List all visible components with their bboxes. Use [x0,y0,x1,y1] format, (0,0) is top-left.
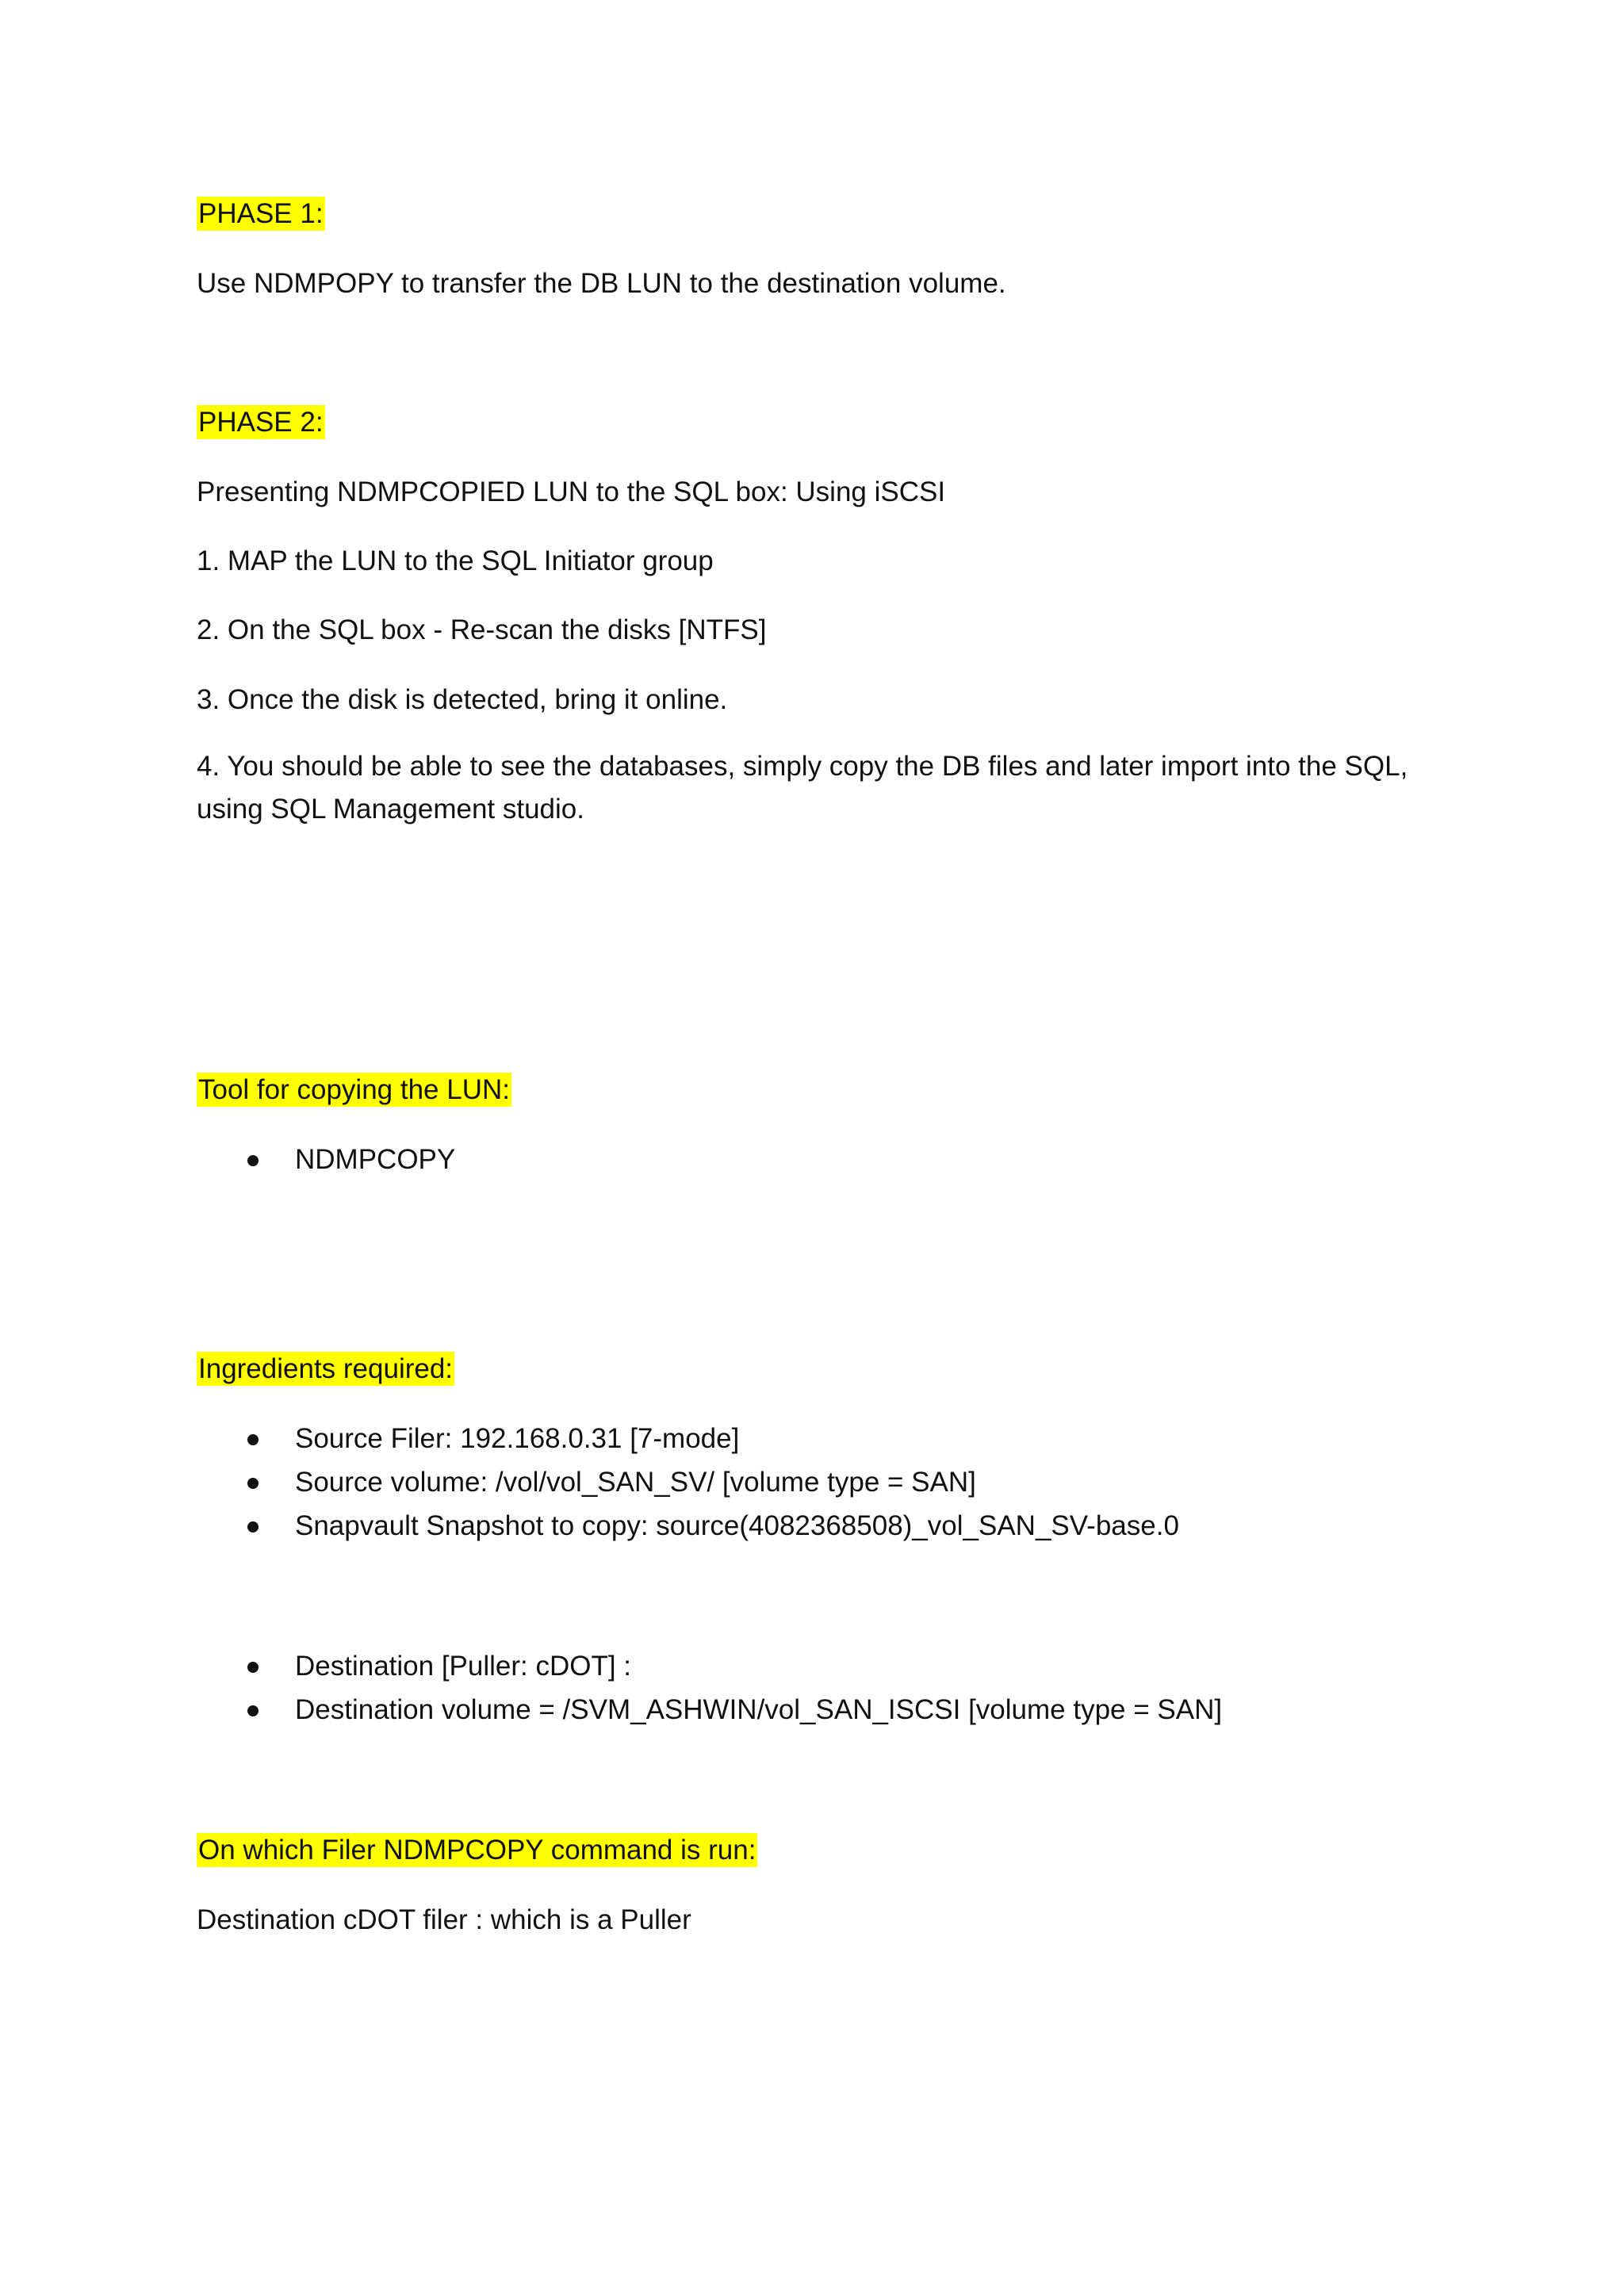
phase2-step-4: 4. You should be able to see the databases, simply copy the DB files and later import into the SQL, using SQL Management studio. [197,751,1408,825]
filer-text: Destination cDOT filer : which is a Puller [197,1904,691,1935]
phase1-text: Use NDMPOPY to transfer the DB LUN to the destination volume. [197,268,1006,299]
ingredient-destination-volume: Destination volume = /SVM_ASHWIN/vol_SAN_ISCSI [volume type = SAN] [295,1694,1223,1725]
phase2-step-3: 3. Once the disk is detected, bring it online. [197,684,728,715]
ingredients-heading [197,1352,454,1387]
phase1-heading [197,197,325,232]
ingredient-source-filer: Source Filer: 192.168.0.31 [7-mode] [295,1423,740,1454]
ingredient-snapshot: Snapvault Snapshot to copy: source(4082368508)_vol_SAN_SV-base.0 [295,1510,1179,1541]
phase2-heading-text: PHASE 2: [198,407,324,438]
bullet-icon [247,1155,259,1166]
bullet-icon [247,1705,259,1716]
phase2-step-1: 1. MAP the LUN to the SQL Initiator group [197,545,714,576]
filer-heading-text: On which Filer NDMPCOPY command is run: [198,1835,756,1866]
phase1-heading-text: PHASE 1: [198,198,324,229]
bullet-icon [247,1521,259,1533]
tool-heading-text: Tool for copying the LUN: [198,1074,510,1105]
tool-heading [197,1073,511,1108]
bullet-icon [247,1434,259,1445]
ingredient-destination: Destination [Puller: cDOT] : [295,1651,632,1682]
ingredient-source-volume: Source volume: /vol/vol_SAN_SV/ [volume type = SAN] [295,1467,976,1498]
phase2-heading [197,405,325,440]
ingredients-heading-text: Ingredients required: [198,1353,454,1384]
bullet-icon [247,1662,259,1673]
bullet-icon [247,1478,259,1489]
tool-item-text: NDMPCOPY [295,1144,456,1175]
phase2-intro: Presenting NDMPCOPIED LUN to the SQL box: Using iSCSI [197,476,946,507]
phase2-step-2: 2. On the SQL box - Re-scan the disks [NTFS] [197,614,767,645]
filer-heading [197,1833,757,1868]
